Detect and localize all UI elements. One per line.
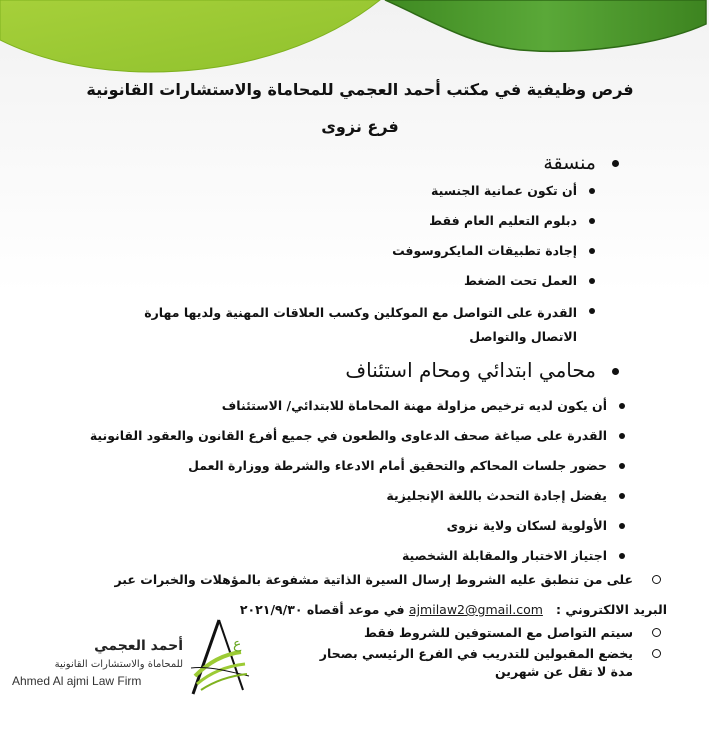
- section-heading-lawyer: [345, 358, 619, 382]
- logo-name-en: Ahmed Al ajmi Law Firm: [12, 674, 142, 688]
- email-label: البريد الالكتروني :: [555, 602, 667, 617]
- application-item: [99, 571, 669, 619]
- firm-logo: [8, 618, 253, 698]
- list-item: حضور جلسات المحاكم والتحقيق أمام الادعاء والشرطة ووزارة العمل: [69, 456, 629, 486]
- page-title: فرص وظيفية في مكتب أحمد العجمي للمحاماة والاستشارات القانونية: [86, 80, 634, 99]
- section-heading-label: منسقة: [543, 152, 596, 174]
- list-item: يفضل إجادة التحدث باللغة الإنجليزية: [69, 486, 629, 516]
- list-item: العمل تحت الضغط: [99, 271, 599, 301]
- list-item: أن يكون لديه ترخيص مزاولة مهنة المحاماة للابتدائي/ الاستئناف: [69, 396, 629, 426]
- list-item: أن تكون عمانية الجنسية: [99, 181, 599, 211]
- deadline-text: في موعد أقصاه ٢٠٢١/٩/٣٠: [239, 602, 405, 617]
- application-text: على من تنطبق عليه الشروط إرسال السيرة الذاتية مشفوعة بالمؤهلات والخبرات عبر: [114, 572, 633, 587]
- section-heading-coordinator: [543, 152, 619, 174]
- note-item: يخضع المقبولين للتدريب في الفرع الرئيسي بصحار مدة لا تقل عن شهرين: [309, 645, 669, 681]
- coordinator-requirements-list: [99, 181, 599, 349]
- bullet-icon: [612, 160, 619, 167]
- list-item: القدرة على صياغة صحف الدعاوى والطعون في جميع أفرع القانون والعقود القانونية: [69, 426, 629, 456]
- email-link[interactable]: ajmilaw2@gmail.com: [408, 602, 543, 617]
- list-item: اجتياز الاختبار والمقابلة الشخصية: [69, 546, 629, 576]
- notes-list: [309, 624, 669, 684]
- application-instructions: [99, 571, 669, 619]
- lawyer-requirements-list: [69, 396, 629, 576]
- bullet-icon: [612, 368, 619, 375]
- green-wave-decoration: [0, 0, 709, 80]
- note-item: سيتم التواصل مع المستوفين للشروط فقط: [309, 624, 669, 642]
- logo-name-ar: أحمد العجمي: [94, 638, 183, 654]
- list-item: الأولوية لسكان ولاية نزوى: [69, 516, 629, 546]
- list-item: دبلوم التعليم العام فقط: [99, 211, 599, 241]
- list-item: القدرة على التواصل مع الموكلين وكسب العلاقات المهنية ولديها مهارة الاتصال والتواصل: [99, 301, 599, 349]
- logo-subtitle-ar: للمحاماة والاستشارات القانونية: [54, 659, 183, 670]
- section-heading-label: محامي ابتدائي ومحام استئناف: [345, 358, 596, 382]
- triangle-a-logo-icon: [189, 618, 253, 698]
- branch-subtitle: فرع نزوى: [321, 117, 399, 136]
- svg-text:ع: ع: [233, 636, 242, 652]
- list-item: إجادة تطبيقات المايكروسوفت: [99, 241, 599, 271]
- application-email-line: [99, 601, 667, 619]
